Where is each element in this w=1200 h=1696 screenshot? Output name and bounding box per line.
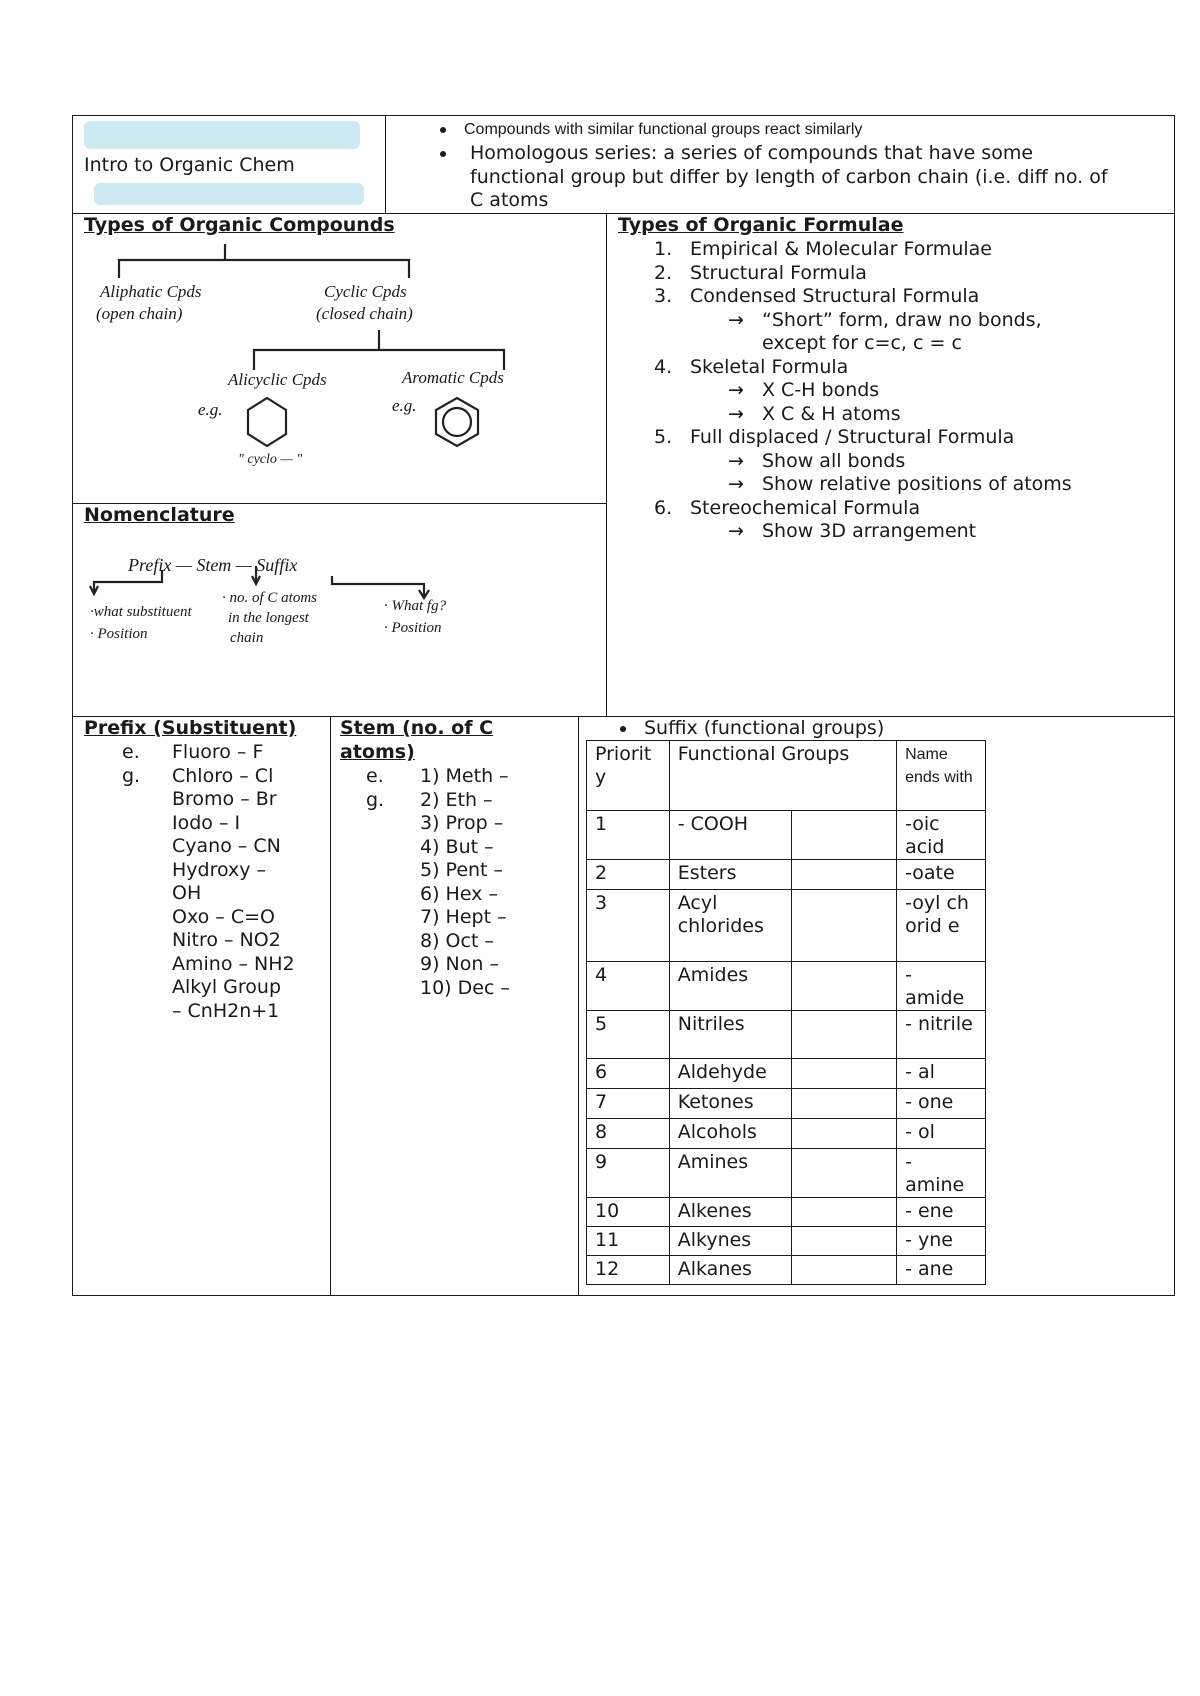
cell-group: Aldehyde (669, 1059, 791, 1089)
stem-item: 10) Dec – (420, 976, 510, 999)
cell-priority: 1 (587, 811, 670, 860)
header-name-ends: Name ends with (897, 741, 986, 811)
item-number: 5. (654, 426, 673, 448)
cell-blank (791, 1149, 896, 1198)
nomen-stem-3: chain (230, 630, 264, 646)
intro-bullet-2-line: functional group but differ by length of carbon chain (i.e. diff no. of (470, 165, 1108, 188)
cell-ending: - nitrile (897, 1011, 986, 1059)
cell-priority: 4 (587, 962, 670, 1011)
prefix-heading: Prefix (Substituent) (84, 717, 297, 739)
sketch-aliphatic: Aliphatic Cpds (100, 282, 202, 301)
suffix-heading (620, 717, 884, 741)
formula-item-3 (654, 285, 1072, 309)
formula-sub-text: Show 3D arrangement (762, 520, 977, 542)
stem-item: 6) Hex – (420, 882, 498, 905)
header-priority: Priorit y (587, 741, 670, 811)
table-row (587, 860, 986, 890)
nomenclature-heading: Nomenclature (84, 504, 235, 526)
formula-item-1 (654, 238, 1072, 262)
table-row (587, 1227, 986, 1256)
table-row (587, 1011, 986, 1059)
item-text: Structural Formula (690, 261, 867, 284)
cell-group: Alkenes (669, 1198, 791, 1227)
formula-sub-text: X C & H atoms (762, 402, 901, 425)
intro-bullet-1-text: Compounds with similar functional groups react similarly (464, 121, 863, 138)
arrow-icon: → (728, 449, 744, 472)
cell-priority: 8 (587, 1119, 670, 1149)
prefix-g-label: g. (122, 765, 141, 787)
cell-blank (791, 962, 896, 1011)
item-number: 3. (654, 285, 673, 307)
cell-priority: 9 (587, 1149, 670, 1198)
table-row (587, 811, 986, 860)
table-header-row (587, 741, 986, 811)
cell-blank (791, 1059, 896, 1089)
intro-bullet-2-line: C atoms (470, 189, 549, 211)
sketch-aliphatic-sub: (open chain) (96, 304, 183, 323)
table-row (587, 1256, 986, 1285)
prefix-item: Oxo – C=O (172, 905, 275, 928)
formulae-list (654, 238, 1072, 544)
stem-item: 9) Non – (420, 953, 499, 975)
table-row (587, 1149, 986, 1198)
arrow-icon: → (728, 473, 744, 495)
suffix-heading-text: Suffix (functional groups) (644, 717, 885, 739)
cell-blank (791, 1256, 896, 1285)
item-number: 6. (654, 496, 673, 519)
compounds-heading: Types of Organic Compounds (84, 214, 395, 236)
formula-sub-text: Show relative positions of atoms (762, 473, 1072, 495)
formula-sub-line (654, 473, 1072, 497)
cell-blank (791, 1011, 896, 1059)
prefix-item: Amino – NH2 (172, 952, 295, 975)
cell-ending: - yne (897, 1227, 986, 1256)
cell-ending: -oic acid (897, 811, 986, 860)
stem-item: 2) Eth – (420, 788, 493, 811)
prefix-item: Bromo – Br (172, 788, 277, 810)
prefix-item: Fluoro – F (172, 741, 264, 763)
formula-item-4 (654, 356, 1072, 380)
prefix-item: – CnH2n+1 (172, 999, 280, 1022)
cell-priority: 11 (587, 1227, 670, 1256)
cell-blank (791, 890, 896, 962)
stem-item: 4) But – (420, 835, 494, 858)
stem-item: 5) Pent – (420, 859, 504, 881)
table-row (587, 1198, 986, 1227)
functional-groups-table (586, 740, 986, 1285)
stem-item: 8) Oct – (420, 929, 494, 952)
formula-sub-line (654, 332, 1072, 356)
cell-blank (791, 811, 896, 860)
cell-priority: 3 (587, 890, 670, 962)
cell-group: Alkynes (669, 1227, 791, 1256)
formula-sub-text: “Short” form, draw no bonds, (762, 308, 1042, 331)
nomen-top: Prefix — Stem — Suffix (128, 555, 298, 575)
cell-group: Amines (669, 1149, 791, 1198)
cell-ending: - al (897, 1059, 986, 1089)
arrow-icon: → (728, 520, 744, 542)
prefix-item: Alkyl Group (172, 976, 282, 998)
formula-item-2 (654, 262, 1072, 286)
sketch-aromatic: Aromatic Cpds (402, 368, 504, 387)
formula-item-6 (654, 497, 1072, 521)
cell-ending: -oate (897, 860, 986, 890)
item-number: 1. (654, 238, 673, 260)
col-divider-stem (578, 716, 579, 1296)
item-number: 4. (654, 355, 673, 378)
stem-heading-2: atoms) (340, 741, 415, 763)
table-row (587, 962, 986, 1011)
sketch-cyclic: Cyclic Cpds (324, 282, 407, 301)
formula-sub-line (654, 520, 1072, 544)
arrow-icon: → (728, 402, 744, 425)
cell-group: Nitriles (669, 1011, 791, 1059)
nomen-prefix-1: ·what substituent (90, 604, 192, 620)
stem-item: 7) Hept – (420, 906, 507, 928)
stem-heading-1: Stem (no. of C (340, 717, 494, 739)
cell-group: Amides (669, 962, 791, 1011)
cell-priority: 2 (587, 860, 670, 890)
cell-blank (791, 1198, 896, 1227)
prefix-item: Iodo – I (172, 811, 241, 834)
cell-ending: -oyl chorid e (897, 890, 986, 962)
stem-item: 1) Meth – (420, 765, 509, 787)
prefix-item: Nitro – NO2 (172, 929, 281, 951)
intro-bullet-2 (440, 142, 1108, 213)
cell-priority: 6 (587, 1059, 670, 1089)
col-divider-mid (606, 213, 607, 716)
sketch-cyclo: " cyclo — " (238, 452, 303, 467)
nomen-stem-2: in the longest (228, 610, 309, 626)
stem-item: 3) Prop – (420, 812, 504, 834)
stem-e-label: e. (366, 765, 384, 787)
cell-ending: - ane (897, 1256, 986, 1285)
header-functional-groups: Functional Groups (669, 741, 896, 811)
cell-group: - COOH (669, 811, 791, 860)
bullet-icon (620, 726, 626, 732)
arrow-icon: → (728, 308, 744, 331)
arrow-icon: → (728, 379, 744, 401)
stem-list (420, 765, 510, 1000)
formula-sub-text: X C-H bonds (762, 379, 880, 401)
item-text: Condensed Structural Formula (690, 285, 980, 307)
formula-sub-text: Show all bonds (762, 449, 906, 472)
formula-sub-text: except for c=c, c = c (762, 332, 962, 354)
cell-group: Alcohols (669, 1119, 791, 1149)
sketch-alicyclic: Alicyclic Cpds (228, 370, 327, 389)
item-text: Full displaced / Structural Formula (690, 426, 1015, 448)
intro-bullet-2-line: Homologous series: a series of compounds that have some (470, 142, 1034, 164)
cell-group: Alkanes (669, 1256, 791, 1285)
formula-sub-line (654, 309, 1072, 333)
prefix-item: Hydroxy – (172, 858, 267, 881)
nomen-prefix-2: · Position (90, 626, 148, 642)
table-row (587, 1119, 986, 1149)
formulae-heading: Types of Organic Formulae (618, 214, 904, 236)
cell-priority: 10 (587, 1198, 670, 1227)
formula-sub-line (654, 403, 1072, 427)
sketch-cyclic-sub: (closed chain) (316, 304, 413, 323)
table-row (587, 1089, 986, 1119)
bullet-icon (440, 151, 446, 157)
cell-group: Esters (669, 860, 791, 890)
bullet-icon (440, 127, 446, 133)
cell-ending: - ol (897, 1119, 986, 1149)
cell-group: Ketones (669, 1089, 791, 1119)
col-divider-intro (385, 115, 386, 213)
table-row (587, 890, 986, 962)
cell-priority: 12 (587, 1256, 670, 1285)
cell-group: Acyl chlorides (669, 890, 791, 962)
sketch-eg-1: e.g. (198, 400, 223, 419)
cell-blank (791, 860, 896, 890)
nomen-suffix-1: · What fg? (384, 598, 447, 614)
highlight-top (84, 121, 360, 149)
item-text: Empirical & Molecular Formulae (690, 238, 992, 260)
prefix-e-label: e. (122, 741, 140, 763)
cell-ending: - amide (897, 962, 986, 1011)
item-number: 2. (654, 261, 673, 284)
formula-sub-line (654, 450, 1072, 474)
cell-ending: - ene (897, 1198, 986, 1227)
cell-ending: - amine (897, 1149, 986, 1198)
cell-blank (791, 1089, 896, 1119)
nomen-stem-1: · no. of C atoms (222, 590, 318, 606)
item-text: Stereochemical Formula (690, 496, 921, 519)
nomen-suffix-2: · Position (384, 620, 442, 636)
cell-blank (791, 1227, 896, 1256)
prefix-item: Cyano – CN (172, 835, 281, 857)
prefix-list (172, 741, 295, 1023)
stem-g-label: g. (366, 789, 385, 811)
cell-blank (791, 1119, 896, 1149)
cell-priority: 7 (587, 1089, 670, 1119)
cell-priority: 5 (587, 1011, 670, 1059)
prefix-item: Chloro – Cl (172, 764, 274, 787)
col-divider-prefix (330, 716, 331, 1296)
prefix-item: OH (172, 882, 202, 904)
cell-ending: - one (897, 1089, 986, 1119)
highlight-bottom (94, 183, 364, 205)
table-row (587, 1059, 986, 1089)
intro-bullet-1 (440, 121, 862, 139)
sketch-eg-2: e.g. (392, 396, 417, 415)
intro-title: Intro to Organic Chem (84, 154, 295, 176)
formula-sub-line (654, 379, 1072, 403)
compounds-tree-sketch (84, 238, 524, 478)
formula-item-5 (654, 426, 1072, 450)
item-text: Skeletal Formula (690, 355, 849, 378)
